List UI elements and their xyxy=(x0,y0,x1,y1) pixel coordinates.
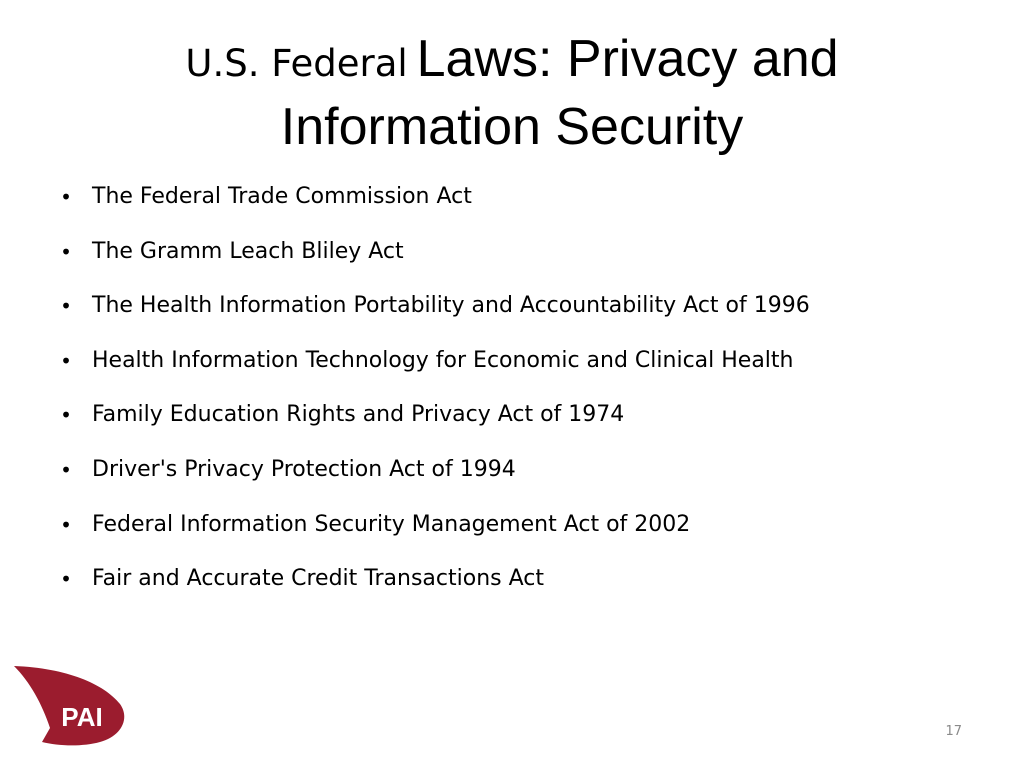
bullet-text: The Health Information Portability and Accountability Act of 1996 xyxy=(92,293,810,319)
bullet-icon: • xyxy=(60,348,72,373)
bullet-text: Federal Information Security Management Act of 2002 xyxy=(92,511,691,537)
list-item xyxy=(60,498,960,553)
bullet-list xyxy=(60,170,960,607)
bullet-text: Health Information Technology for Economic and Clinical Health xyxy=(92,347,794,373)
bullet-text: The Gramm Leach Bliley Act xyxy=(92,238,404,264)
list-item xyxy=(60,170,960,225)
bullet-icon: • xyxy=(60,403,72,428)
bullet-icon: • xyxy=(60,185,72,209)
page-number: 17 xyxy=(945,724,962,739)
bullet-icon: • xyxy=(60,512,72,537)
bullet-text: The Federal Trade Commission Act xyxy=(92,184,472,209)
list-item xyxy=(60,279,960,334)
list-item xyxy=(60,225,960,280)
bullet-icon: • xyxy=(60,457,72,482)
bullet-text: Family Education Rights and Privacy Act of 1974 xyxy=(92,402,625,428)
list-item xyxy=(60,552,960,607)
title-part-2: Laws: Privacy and xyxy=(416,30,839,88)
slide-title xyxy=(60,28,964,164)
list-item xyxy=(60,443,960,498)
pai-logo xyxy=(12,664,130,748)
list-item xyxy=(60,388,960,443)
title-line-2: Information Security xyxy=(280,98,744,156)
bullet-icon: • xyxy=(60,294,72,319)
logo-text: PAI xyxy=(61,702,103,732)
bullet-icon: • xyxy=(60,239,72,264)
bullet-text: Fair and Accurate Credit Transactions Act xyxy=(92,566,544,592)
bullet-text: Driver's Privacy Protection Act of 1994 xyxy=(92,456,516,482)
title-part-1: U.S. Federal xyxy=(185,42,408,85)
bullet-icon: • xyxy=(60,567,72,592)
list-item xyxy=(60,334,960,389)
